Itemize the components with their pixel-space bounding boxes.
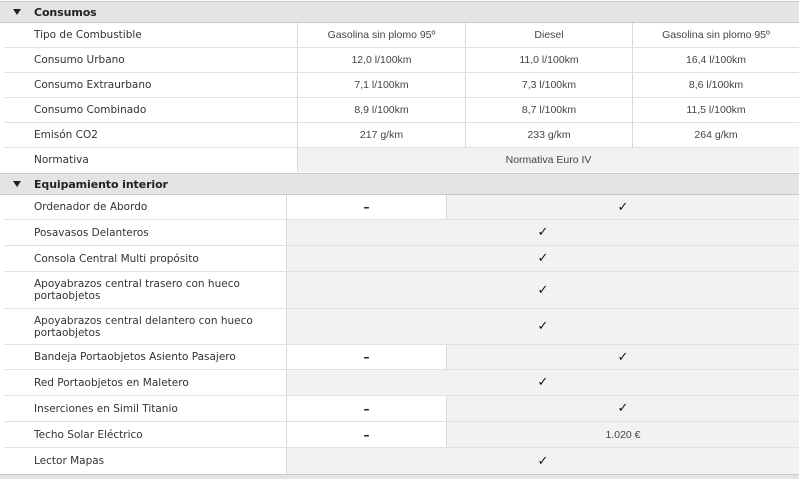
check-icon: ✓ xyxy=(537,319,549,334)
value-cell: Diesel xyxy=(466,23,633,47)
value-cell: 7,3 l/100km xyxy=(466,73,633,97)
value-cell: 11,5 l/100km xyxy=(633,98,799,122)
value-cell xyxy=(287,396,447,421)
value-cell: 8,6 l/100km xyxy=(633,73,799,97)
check-icon: ✓ xyxy=(537,282,549,298)
row-label: Consola Central Multi propósito xyxy=(4,246,287,271)
table-row xyxy=(4,220,799,246)
table-row xyxy=(4,370,799,396)
value-cell xyxy=(287,246,799,271)
row-label: Consumo Extraurbano xyxy=(4,73,298,97)
row-label: Techo Solar Eléctrico xyxy=(4,422,287,447)
triangle-down-icon[interactable] xyxy=(13,9,21,15)
price-cell: 1.020 € xyxy=(447,422,799,447)
row-label: Red Portaobjetos en Maletero xyxy=(4,370,287,395)
value-cell xyxy=(287,448,799,474)
value-cell: 11,0 l/100km xyxy=(466,48,633,72)
value-cell: 264 g/km xyxy=(633,123,799,147)
dash-icon: – xyxy=(363,350,370,364)
next-section-header-edge xyxy=(0,474,799,479)
table-row xyxy=(4,123,799,148)
table-row xyxy=(4,345,799,370)
row-label: Normativa xyxy=(4,148,298,172)
merged-value-cell: Normativa Euro IV xyxy=(298,148,799,172)
triangle-down-icon[interactable] xyxy=(13,181,21,187)
row-label: Apoyabrazos central trasero con hueco portaobjetos xyxy=(4,272,287,308)
section-header-consumos[interactable] xyxy=(0,1,799,23)
table-row xyxy=(4,195,799,220)
value-cell: 12,0 l/100km xyxy=(298,48,466,72)
row-label: Ordenador de Abordo xyxy=(4,195,287,219)
table-row xyxy=(4,48,799,73)
check-icon: ✓ xyxy=(617,199,629,215)
check-icon: ✓ xyxy=(617,349,629,365)
row-label: Apoyabrazos central delantero con hueco portaobjetos xyxy=(4,309,287,344)
table-row xyxy=(4,422,799,448)
value-cell: 7,1 l/100km xyxy=(298,73,466,97)
value-cell xyxy=(287,195,447,219)
table-row xyxy=(4,246,799,272)
row-label: Consumo Urbano xyxy=(4,48,298,72)
value-cell: 233 g/km xyxy=(466,123,633,147)
table-row xyxy=(4,396,799,422)
row-label: Posavasos Delanteros xyxy=(4,220,287,245)
section-header-equipamiento[interactable] xyxy=(0,173,799,195)
dash-icon: – xyxy=(363,401,370,416)
value-cell: Gasolina sin plomo 95º xyxy=(633,23,799,47)
value-cell xyxy=(287,220,799,245)
table-row xyxy=(4,448,799,474)
row-label: Bandeja Portaobjetos Asiento Pasajero xyxy=(4,345,287,369)
section-title: Consumos xyxy=(34,6,97,19)
table-row xyxy=(4,272,799,309)
value-cell: 16,4 l/100km xyxy=(633,48,799,72)
check-icon: ✓ xyxy=(537,251,549,266)
table-row xyxy=(4,23,799,48)
value-cell: 217 g/km xyxy=(298,123,466,147)
value-cell xyxy=(447,396,799,421)
row-label: Lector Mapas xyxy=(4,448,287,474)
row-label: Consumo Combinado xyxy=(4,98,298,122)
value-cell: 8,7 l/100km xyxy=(466,98,633,122)
check-icon: ✓ xyxy=(537,375,549,390)
value-cell xyxy=(287,370,799,395)
check-icon: ✓ xyxy=(537,453,549,469)
value-cell xyxy=(287,345,447,369)
value-cell: Gasolina sin plomo 95º xyxy=(298,23,466,47)
value-cell xyxy=(287,422,447,447)
table-row xyxy=(4,148,799,172)
value-cell xyxy=(447,195,799,219)
dash-icon: – xyxy=(363,427,370,442)
value-cell xyxy=(287,309,799,344)
check-icon: ✓ xyxy=(617,401,629,416)
table-row xyxy=(4,73,799,98)
check-icon: ✓ xyxy=(537,225,549,240)
table-row xyxy=(4,309,799,345)
value-cell xyxy=(287,272,799,308)
value-cell: 8,9 l/100km xyxy=(298,98,466,122)
value-cell xyxy=(447,345,799,369)
row-label: Inserciones en Simil Titanio xyxy=(4,396,287,421)
section-title: Equipamiento interior xyxy=(34,178,168,191)
row-label: Emisón CO2 xyxy=(4,123,298,147)
row-label: Tipo de Combustible xyxy=(4,23,298,47)
dash-icon: – xyxy=(363,200,370,214)
table-row xyxy=(4,98,799,123)
